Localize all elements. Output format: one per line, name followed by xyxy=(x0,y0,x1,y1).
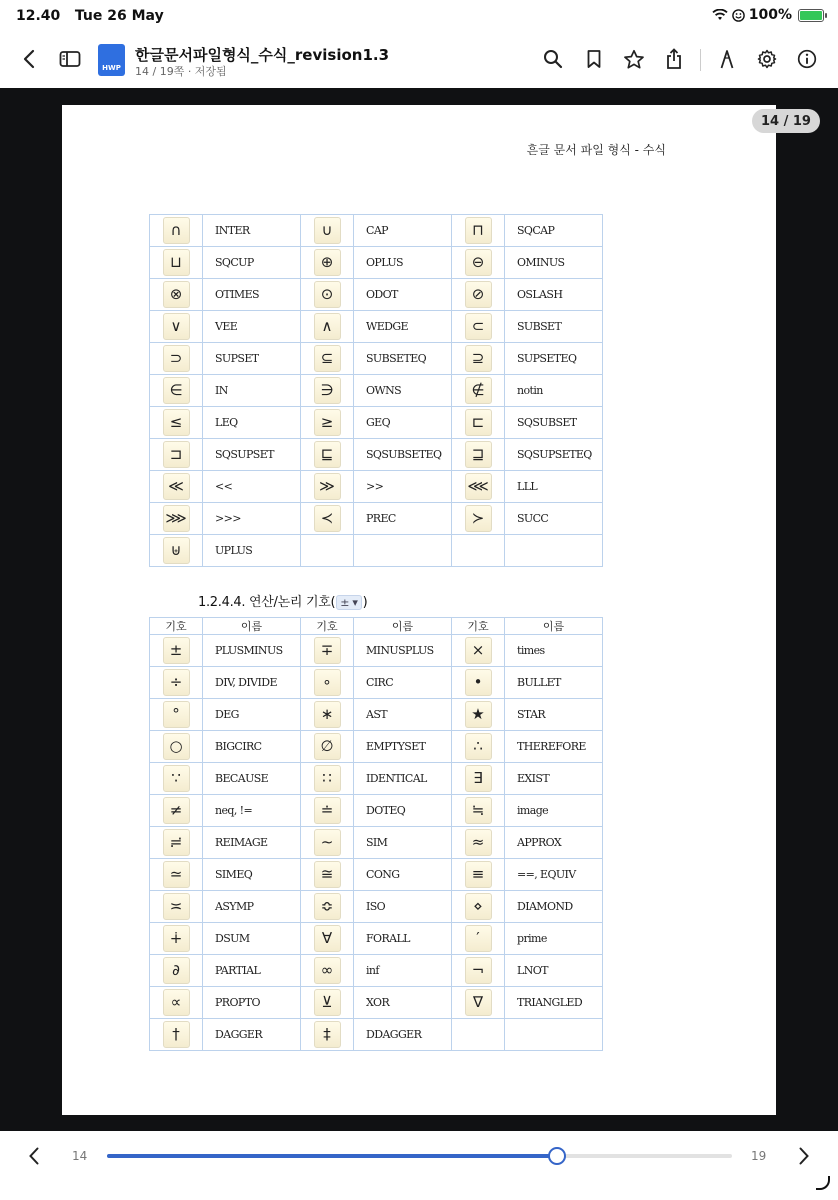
symbol-glyph: ⋙ xyxy=(163,505,190,532)
document-viewer[interactable] xyxy=(0,88,838,1131)
column-header: 기호 xyxy=(452,618,505,635)
symbol-cell xyxy=(301,1019,354,1051)
symbol-glyph: ⊘ xyxy=(465,281,492,308)
gear-icon[interactable] xyxy=(752,44,782,74)
symbol-cell xyxy=(452,635,505,667)
symbol-glyph: ≡ xyxy=(465,861,492,888)
symbol-cell xyxy=(150,471,203,503)
document-page[interactable] xyxy=(62,105,776,1115)
symbol-cell xyxy=(452,439,505,471)
table-row xyxy=(150,635,603,667)
file-type-label: HWP xyxy=(102,64,121,72)
table-row xyxy=(150,375,603,407)
symbol-glyph: ★ xyxy=(465,701,492,728)
table-row xyxy=(150,731,603,763)
symbol-name-cell: times xyxy=(505,635,603,667)
symbol-name-cell: DIAMOND xyxy=(505,891,603,923)
symbol-glyph: ∧ xyxy=(314,313,341,340)
symbol-cell xyxy=(150,699,203,731)
table-row xyxy=(150,1019,603,1051)
symbol-cell xyxy=(301,375,354,407)
symbol-cell xyxy=(150,247,203,279)
table-row xyxy=(150,439,603,471)
table-row xyxy=(150,503,603,535)
symbol-name-cell xyxy=(505,535,603,567)
symbol-name-cell: SUCC xyxy=(505,503,603,535)
symbol-name-cell: REIMAGE xyxy=(203,827,301,859)
symbol-glyph: ∂ xyxy=(163,957,190,984)
symbol-glyph: ≒ xyxy=(465,797,492,824)
symbol-name-cell: SUBSET xyxy=(505,311,603,343)
symbol-name-cell: APPROX xyxy=(505,827,603,859)
symbol-cell xyxy=(452,699,505,731)
symbol-name-cell: AST xyxy=(354,699,452,731)
focus-smiley-icon xyxy=(732,9,745,22)
symbol-name-cell: MINUSPLUS xyxy=(354,635,452,667)
status-time xyxy=(16,8,164,24)
symbol-glyph: ⊎ xyxy=(163,537,190,564)
symbol-cell xyxy=(452,247,505,279)
table-row xyxy=(150,311,603,343)
symbol-cell xyxy=(452,311,505,343)
sidebar-toggle-icon[interactable] xyxy=(55,44,85,74)
symbol-glyph: ⊻ xyxy=(314,989,341,1016)
symbol-name-cell: >>> xyxy=(203,503,301,535)
symbol-cell xyxy=(150,731,203,763)
symbol-glyph: ≠ xyxy=(163,797,190,824)
symbol-name-cell: EMPTYSET xyxy=(354,731,452,763)
symbol-cell xyxy=(452,987,505,1019)
table-row xyxy=(150,827,603,859)
symbol-cell xyxy=(301,987,354,1019)
symbol-name-cell: >> xyxy=(354,471,452,503)
table-row xyxy=(150,471,603,503)
table-row xyxy=(150,859,603,891)
running-header: 흔글 문서 파일 형식 - 수식 xyxy=(526,143,666,157)
symbol-cell xyxy=(301,859,354,891)
symbol-cell xyxy=(150,667,203,699)
page-indicator-badge: 14 / 19 xyxy=(752,109,820,133)
table-row xyxy=(150,343,603,375)
symbol-glyph: ≫ xyxy=(314,473,341,500)
symbol-name-cell: << xyxy=(203,471,301,503)
pen-icon[interactable] xyxy=(712,44,742,74)
section-heading-text: 1.2.4.4. 연산/논리 기호( xyxy=(198,595,336,610)
symbol-cell xyxy=(301,731,354,763)
document-title[interactable]: 한글문서파일형식_수식_revision1.3 xyxy=(135,46,390,64)
symbol-cell xyxy=(150,763,203,795)
symbol-glyph: ∪ xyxy=(314,217,341,244)
symbol-glyph: ⊖ xyxy=(465,249,492,276)
symbol-glyph: ⊏ xyxy=(465,409,492,436)
symbol-glyph: ⊗ xyxy=(163,281,190,308)
symbol-glyph: ∅ xyxy=(314,733,341,760)
symbol-glyph: ∓ xyxy=(314,637,341,664)
symbol-name-cell: PROPTO xyxy=(203,987,301,1019)
symbol-glyph: ≻ xyxy=(465,505,492,532)
symbol-cell xyxy=(301,699,354,731)
symbol-glyph: ∀ xyxy=(314,925,341,952)
symbol-cell xyxy=(150,407,203,439)
symbol-table-operators xyxy=(149,617,603,1051)
table-row xyxy=(150,247,603,279)
symbol-table-sets xyxy=(149,214,603,567)
symbol-name-cell: notin xyxy=(505,375,603,407)
symbol-name-cell: OPLUS xyxy=(354,247,452,279)
symbol-glyph: ⊐ xyxy=(163,441,190,468)
table-row xyxy=(150,535,603,567)
symbol-name-cell: SUBSETEQ xyxy=(354,343,452,375)
symbol-cell xyxy=(150,1019,203,1051)
symbol-cell xyxy=(452,215,505,247)
symbol-glyph: ∇ xyxy=(465,989,492,1016)
symbol-glyph: ∈ xyxy=(163,377,190,404)
page-slider-track[interactable] xyxy=(107,1154,732,1158)
symbol-cell xyxy=(452,503,505,535)
symbol-cell xyxy=(452,859,505,891)
symbol-cell xyxy=(150,923,203,955)
symbol-name-cell: CONG xyxy=(354,859,452,891)
symbol-name-cell: SUPSET xyxy=(203,343,301,375)
symbol-glyph: ∷ xyxy=(314,765,341,792)
symbol-name-cell: BIGCIRC xyxy=(203,731,301,763)
battery-percent: 100% xyxy=(748,7,792,23)
symbol-name-cell: UPLUS xyxy=(203,535,301,567)
symbol-name-cell: inf xyxy=(354,955,452,987)
symbol-cell xyxy=(301,891,354,923)
symbol-name-cell: OTIMES xyxy=(203,279,301,311)
symbol-glyph: ⊓ xyxy=(465,217,492,244)
symbol-glyph: ≍ xyxy=(163,893,190,920)
symbol-glyph: ⋄ xyxy=(465,893,492,920)
symbol-cell xyxy=(150,795,203,827)
symbol-cell xyxy=(452,1019,505,1051)
symbol-name-cell: VEE xyxy=(203,311,301,343)
last-page-label: 19 xyxy=(751,1149,767,1163)
clock-time: 12.40 xyxy=(16,8,61,24)
symbol-name-cell: EXIST xyxy=(505,763,603,795)
symbol-cell xyxy=(301,247,354,279)
table-row xyxy=(150,215,603,247)
table-row xyxy=(150,923,603,955)
status-bar xyxy=(0,0,838,32)
symbol-cell xyxy=(452,955,505,987)
symbol-name-cell: STAR xyxy=(505,699,603,731)
symbol-glyph: ′ xyxy=(465,925,492,952)
symbol-name-cell: SQSUBSETEQ xyxy=(354,439,452,471)
symbol-name-cell: FORALL xyxy=(354,923,452,955)
symbol-cell xyxy=(452,375,505,407)
symbol-glyph: ∔ xyxy=(163,925,190,952)
symbol-name-cell: BULLET xyxy=(505,667,603,699)
symbol-name-cell xyxy=(505,1019,603,1051)
symbol-cell xyxy=(452,891,505,923)
symbol-dropdown-chip[interactable]: ± ▾ xyxy=(336,595,361,610)
symbol-glyph: ∵ xyxy=(163,765,190,792)
symbol-name-cell xyxy=(354,535,452,567)
symbol-cell xyxy=(150,891,203,923)
symbol-name-cell: DDAGGER xyxy=(354,1019,452,1051)
page-slider-fill xyxy=(107,1154,557,1158)
table-row xyxy=(150,795,603,827)
page-slider-thumb[interactable] xyxy=(548,1147,566,1165)
symbol-glyph: × xyxy=(465,637,492,664)
symbol-glyph: ¬ xyxy=(465,957,492,984)
symbol-cell xyxy=(150,375,203,407)
symbol-name-cell: LNOT xyxy=(505,955,603,987)
symbol-cell xyxy=(301,667,354,699)
symbol-cell xyxy=(452,343,505,375)
symbol-cell xyxy=(150,635,203,667)
symbol-cell xyxy=(301,923,354,955)
symbol-name-cell: OWNS xyxy=(354,375,452,407)
symbol-glyph: ≺ xyxy=(314,505,341,532)
symbol-cell xyxy=(150,439,203,471)
symbol-cell xyxy=(452,763,505,795)
symbol-glyph: ⊆ xyxy=(314,345,341,372)
symbol-glyph: ∗ xyxy=(314,701,341,728)
previous-page-chevron-icon[interactable] xyxy=(22,1143,46,1169)
symbol-cell xyxy=(452,279,505,311)
symbol-glyph: ÷ xyxy=(163,669,190,696)
top-toolbar xyxy=(0,32,838,88)
symbol-name-cell: SQSUBSET xyxy=(505,407,603,439)
symbol-name-cell: image xyxy=(505,795,603,827)
symbol-name-cell: OSLASH xyxy=(505,279,603,311)
symbol-glyph: ± xyxy=(163,637,190,664)
symbol-cell xyxy=(150,215,203,247)
symbol-name-cell: PREC xyxy=(354,503,452,535)
document-subtitle: 14 / 19쪽 · 저장됨 xyxy=(135,65,227,78)
symbol-glyph: ⊔ xyxy=(163,249,190,276)
symbol-glyph: ∉ xyxy=(465,377,492,404)
symbol-glyph: ° xyxy=(163,701,190,728)
symbol-cell xyxy=(150,987,203,1019)
symbol-name-cell: ==, EQUIV xyxy=(505,859,603,891)
column-header: 기호 xyxy=(301,618,354,635)
symbol-cell xyxy=(150,311,203,343)
symbol-name-cell: BECAUSE xyxy=(203,763,301,795)
symbol-glyph: ≃ xyxy=(163,861,190,888)
symbol-cell xyxy=(301,503,354,535)
symbol-glyph: ≥ xyxy=(314,409,341,436)
symbol-glyph: ∃ xyxy=(465,765,492,792)
symbol-glyph: ⊃ xyxy=(163,345,190,372)
symbol-glyph: • xyxy=(465,669,492,696)
symbol-glyph: ⊑ xyxy=(314,441,341,468)
symbol-cell xyxy=(301,279,354,311)
column-header: 이름 xyxy=(505,618,603,635)
symbol-cell xyxy=(452,471,505,503)
table-row xyxy=(150,667,603,699)
star-icon[interactable] xyxy=(619,44,649,74)
symbol-glyph: ∩ xyxy=(163,217,190,244)
table-row xyxy=(150,407,603,439)
symbol-name-cell: SQSUPSETEQ xyxy=(505,439,603,471)
table-row xyxy=(150,763,603,795)
symbol-glyph: ⊇ xyxy=(465,345,492,372)
symbol-glyph: ⋘ xyxy=(465,473,492,500)
symbol-glyph: ≅ xyxy=(314,861,341,888)
symbol-name-cell: LEQ xyxy=(203,407,301,439)
symbol-name-cell: SUPSETEQ xyxy=(505,343,603,375)
symbol-glyph: ∘ xyxy=(314,669,341,696)
symbol-name-cell: DSUM xyxy=(203,923,301,955)
symbol-cell xyxy=(150,859,203,891)
symbol-cell xyxy=(301,439,354,471)
search-icon[interactable] xyxy=(538,44,568,74)
symbol-glyph: ∝ xyxy=(163,989,190,1016)
symbol-cell xyxy=(150,503,203,535)
symbol-name-cell: DEG xyxy=(203,699,301,731)
symbol-name-cell: SQCAP xyxy=(505,215,603,247)
symbol-cell xyxy=(301,827,354,859)
symbol-name-cell: DIV, DIVIDE xyxy=(203,667,301,699)
symbol-name-cell: SQCUP xyxy=(203,247,301,279)
info-icon[interactable] xyxy=(792,44,822,74)
symbol-cell xyxy=(452,731,505,763)
symbol-name-cell: GEQ xyxy=(354,407,452,439)
symbol-cell xyxy=(452,827,505,859)
symbol-name-cell: PLUSMINUS xyxy=(203,635,301,667)
symbol-glyph: ⊕ xyxy=(314,249,341,276)
symbol-name-cell: prime xyxy=(505,923,603,955)
page-scrubber-bar xyxy=(0,1131,838,1200)
corner-indicator xyxy=(816,1176,830,1190)
symbol-name-cell: INTER xyxy=(203,215,301,247)
symbol-glyph: ∞ xyxy=(314,957,341,984)
symbol-name-cell: SQSUPSET xyxy=(203,439,301,471)
symbol-name-cell: IN xyxy=(203,375,301,407)
symbol-name-cell: CIRC xyxy=(354,667,452,699)
symbol-cell xyxy=(301,535,354,567)
wifi-icon xyxy=(712,9,728,21)
symbol-name-cell: PARTIAL xyxy=(203,955,301,987)
symbol-cell xyxy=(301,311,354,343)
symbol-glyph: ‡ xyxy=(314,1021,341,1048)
symbol-cell xyxy=(301,955,354,987)
symbol-name-cell: OMINUS xyxy=(505,247,603,279)
table-row xyxy=(150,955,603,987)
symbol-cell xyxy=(301,407,354,439)
symbol-cell xyxy=(301,471,354,503)
symbol-glyph: ∋ xyxy=(314,377,341,404)
battery-charging-icon xyxy=(798,9,824,22)
symbol-cell xyxy=(452,407,505,439)
symbol-glyph: ⊒ xyxy=(465,441,492,468)
symbol-glyph: ≓ xyxy=(163,829,190,856)
symbol-cell xyxy=(150,955,203,987)
symbol-glyph: ○ xyxy=(163,733,190,760)
symbol-cell xyxy=(301,343,354,375)
symbol-cell xyxy=(301,795,354,827)
symbol-glyph: † xyxy=(163,1021,190,1048)
hwp-file-icon xyxy=(98,44,125,76)
table-row xyxy=(150,987,603,1019)
symbol-glyph: ∨ xyxy=(163,313,190,340)
symbol-name-cell: DAGGER xyxy=(203,1019,301,1051)
symbol-glyph: ⊙ xyxy=(314,281,341,308)
column-header: 이름 xyxy=(203,618,301,635)
symbol-name-cell: LLL xyxy=(505,471,603,503)
symbol-glyph: ≪ xyxy=(163,473,190,500)
symbol-name-cell: IDENTICAL xyxy=(354,763,452,795)
symbol-cell xyxy=(150,279,203,311)
first-page-label: 14 xyxy=(72,1149,88,1163)
table-row xyxy=(150,699,603,731)
column-header: 기호 xyxy=(150,618,203,635)
symbol-cell xyxy=(301,635,354,667)
symbol-glyph: ≈ xyxy=(465,829,492,856)
symbol-cell xyxy=(150,827,203,859)
next-page-chevron-icon[interactable] xyxy=(792,1143,816,1169)
symbol-name-cell: ODOT xyxy=(354,279,452,311)
status-right xyxy=(712,7,824,23)
symbol-glyph: ≎ xyxy=(314,893,341,920)
symbol-name-cell: SIM xyxy=(354,827,452,859)
clock-date: Tue 26 May xyxy=(74,8,164,24)
table-row xyxy=(150,279,603,311)
symbol-glyph: ⊂ xyxy=(465,313,492,340)
symbol-cell xyxy=(150,343,203,375)
symbol-name-cell: DOTEQ xyxy=(354,795,452,827)
symbol-name-cell: SIMEQ xyxy=(203,859,301,891)
symbol-name-cell: ASYMP xyxy=(203,891,301,923)
symbol-cell xyxy=(301,215,354,247)
symbol-name-cell: XOR xyxy=(354,987,452,1019)
symbol-name-cell: WEDGE xyxy=(354,311,452,343)
symbol-glyph: ∴ xyxy=(465,733,492,760)
toolbar-divider xyxy=(700,49,701,71)
column-header: 이름 xyxy=(354,618,452,635)
back-chevron-icon[interactable] xyxy=(14,44,44,74)
symbol-glyph: ≤ xyxy=(163,409,190,436)
symbol-cell xyxy=(301,763,354,795)
symbol-name-cell: neq, != xyxy=(203,795,301,827)
symbol-cell xyxy=(452,535,505,567)
symbol-name-cell: THEREFORE xyxy=(505,731,603,763)
table-row xyxy=(150,891,603,923)
symbol-cell xyxy=(452,795,505,827)
symbol-glyph: ≐ xyxy=(314,797,341,824)
symbol-glyph: ∼ xyxy=(314,829,341,856)
symbol-cell xyxy=(150,535,203,567)
symbol-name-cell: ISO xyxy=(354,891,452,923)
section-heading xyxy=(198,591,367,610)
symbol-name-cell: TRIANGLED xyxy=(505,987,603,1019)
symbol-cell xyxy=(452,923,505,955)
symbol-cell xyxy=(452,667,505,699)
bookmark-icon[interactable] xyxy=(579,44,609,74)
symbol-name-cell: CAP xyxy=(354,215,452,247)
section-heading-close: ) xyxy=(362,595,368,610)
share-icon[interactable] xyxy=(659,44,689,74)
